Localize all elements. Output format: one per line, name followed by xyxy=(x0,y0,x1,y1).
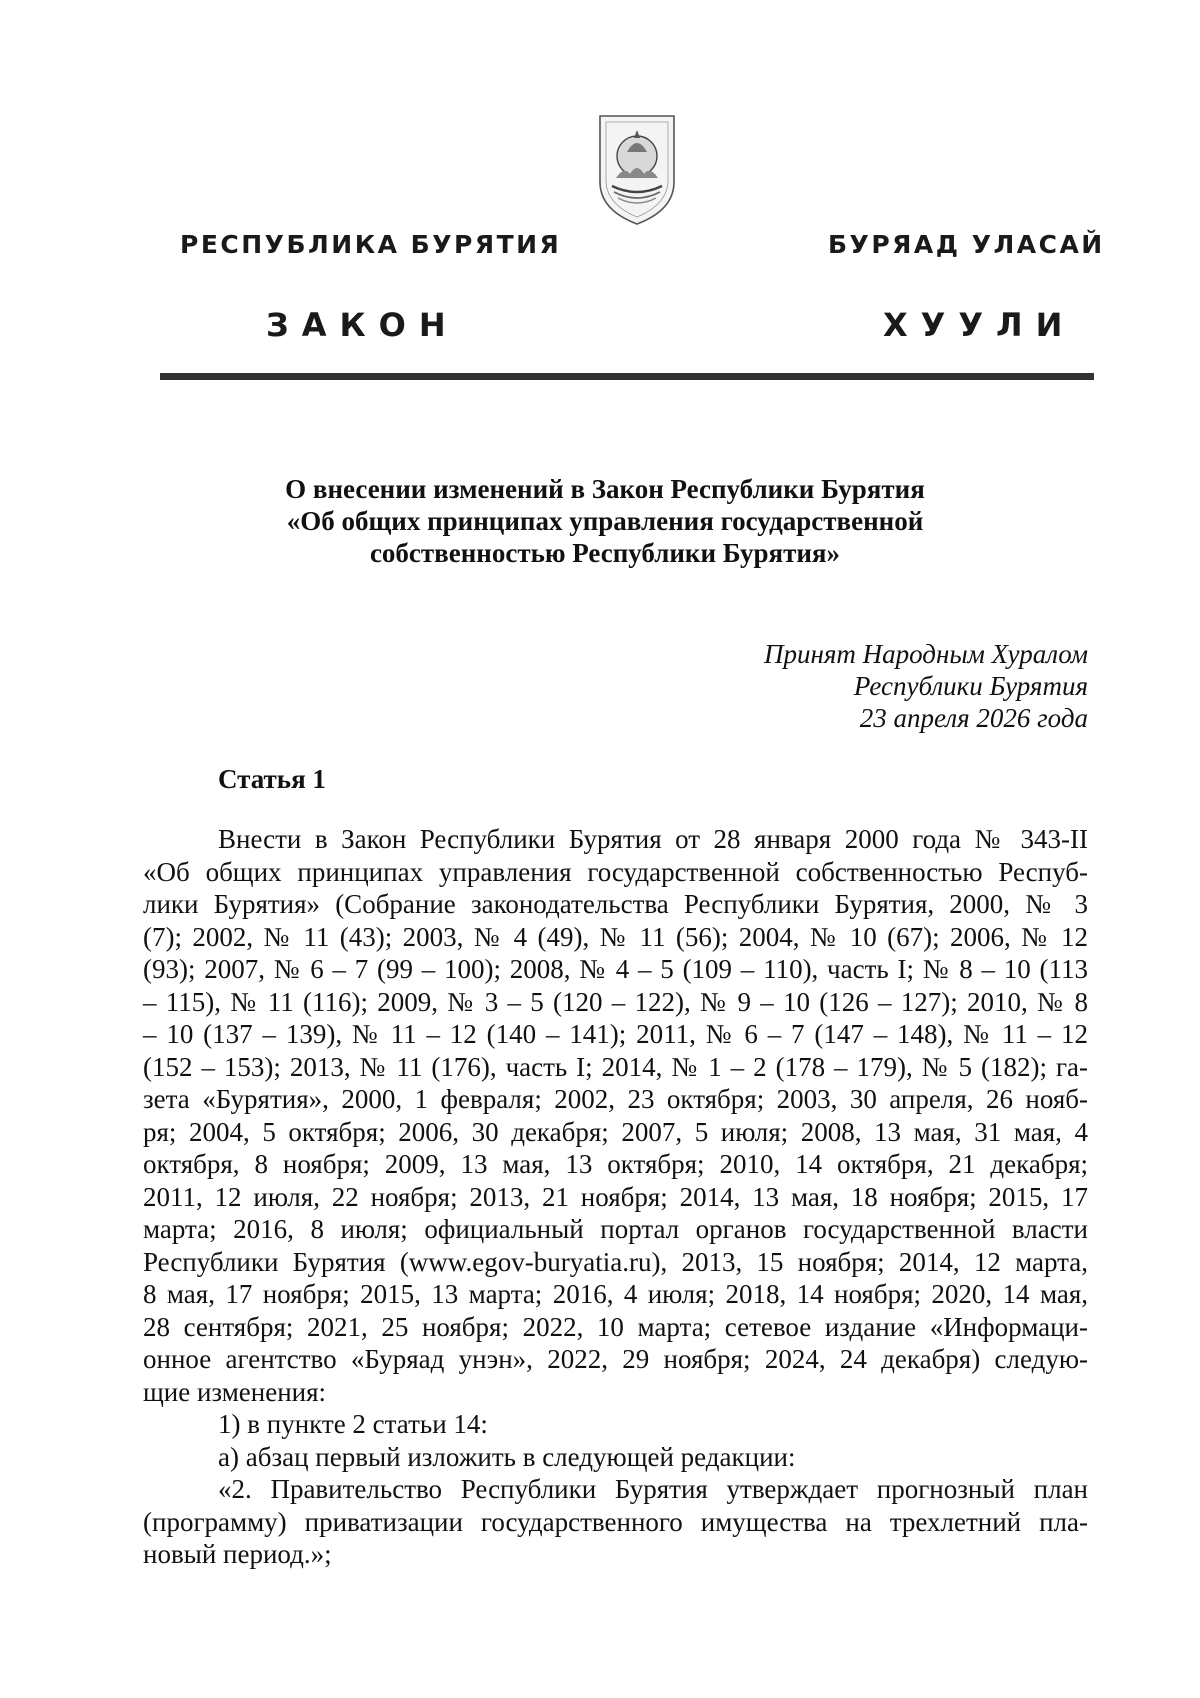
body-line: (программу) приватизации государственного имущества на трехлетний пла- xyxy=(143,1506,1088,1537)
body-line: (7); 2002, № 11 (43); 2003, № 4 (49), № 11 (56); 2004, № 10 (67); 2006, № 12 xyxy=(143,921,1088,952)
body-line: 1) в пункте 2 статьи 14: xyxy=(218,1409,488,1439)
body-line: Республики Бурятия (www.egov-buryatia.ru), 2013, 15 ноября; 2014, 12 марта, xyxy=(143,1246,1088,1277)
body-line: 28 сентября; 2021, 25 ноября; 2022, 10 марта; сетевое издание «Информаци- xyxy=(143,1311,1088,1342)
header-divider xyxy=(160,373,1094,380)
body-line: ря; 2004, 5 октября; 2006, 30 декабря; 2007, 5 июля; 2008, 13 мая, 31 мая, 4 xyxy=(143,1116,1088,1147)
body-line: «Об общих принципах управления государственной собственностью Респуб- xyxy=(143,856,1088,887)
body-line: лики Бурятия» (Собрание законодательства Республики Бурятия, 2000, № 3 xyxy=(143,889,1088,919)
body-line: октября, 8 ноября; 2009, 13 мая, 13 октября; 2010, 14 октября, 21 декабря; xyxy=(143,1149,1088,1179)
body-line: новый период.»; xyxy=(143,1539,332,1569)
document-title xyxy=(180,473,1030,569)
republic-name-buryat: БУРЯАД УЛАСАЙ xyxy=(828,230,1105,259)
body-line: а) абзац первый изложить в следующей редакции: xyxy=(218,1441,796,1472)
law-label-buryat: ХУУЛИ xyxy=(883,306,1076,344)
body-line: 8 мая, 17 ноября; 2015, 13 марта; 2016, 4 июля; 2018, 14 ноября; 2020, 14 мая, xyxy=(143,1279,1088,1309)
republic-name-russian: РЕСПУБЛИКА БУРЯТИЯ xyxy=(180,230,562,259)
body-line: Внести в Закон Республики Бурятия от 28 января 2000 года № 343-II xyxy=(218,824,1088,854)
body-line: марта; 2016, 8 июля; официальный портал органов государственной власти xyxy=(143,1214,1088,1244)
law-label-russian: ЗАКОН xyxy=(266,306,459,344)
article-heading: Статья 1 xyxy=(218,764,326,794)
adoption-line: Принят Народным Хуралом xyxy=(763,639,1088,669)
body-line: зета «Бурятия», 2000, 1 февраля; 2002, 23 октября; 2003, 30 апреля, 26 нояб- xyxy=(143,1084,1088,1114)
body-line: щие изменения: xyxy=(143,1376,327,1407)
body-line: 2011, 12 июля, 22 ноября; 2013, 21 ноября; 2014, 13 мая, 18 ноября; 2015, 17 xyxy=(143,1181,1088,1212)
title-line: «Об общих принципах управления государственной xyxy=(286,506,924,536)
body-line: – 10 (137 – 139), № 11 – 12 (140 – 141); 2011, № 6 – 7 (147 – 148), № 11 – 12 xyxy=(143,1019,1088,1049)
coat-of-arms-icon xyxy=(594,112,680,228)
adoption-date: 23 апреля 2026 года xyxy=(859,703,1088,733)
body-line: онное агентство «Буряад унэн», 2022, 29 ноября; 2024, 24 декабря) следую- xyxy=(143,1344,1088,1374)
title-line: О внесении изменений в Закон Республики Бурятия xyxy=(285,474,925,504)
body-line: «2. Правительство Республики Бурятия утверждает прогнозный план xyxy=(218,1474,1088,1504)
article-body xyxy=(143,823,1088,1571)
adoption-line: Республики Бурятия xyxy=(853,671,1088,701)
title-line: собственностью Республики Бурятия» xyxy=(369,538,841,568)
body-line: (152 – 153); 2013, № 11 (176), часть I; 2014, № 1 – 2 (178 – 179), № 5 (182); га- xyxy=(143,1051,1088,1082)
adoption-note xyxy=(588,638,1088,734)
body-line: (93); 2007, № 6 – 7 (99 – 100); 2008, № 4 – 5 (109 – 110), часть I; № 8 – 10 (113 xyxy=(143,954,1088,984)
body-line: – 115), № 11 (116); 2009, № 3 – 5 (120 – 122), № 9 – 10 (126 – 127); 2010, № 8 xyxy=(143,986,1088,1017)
